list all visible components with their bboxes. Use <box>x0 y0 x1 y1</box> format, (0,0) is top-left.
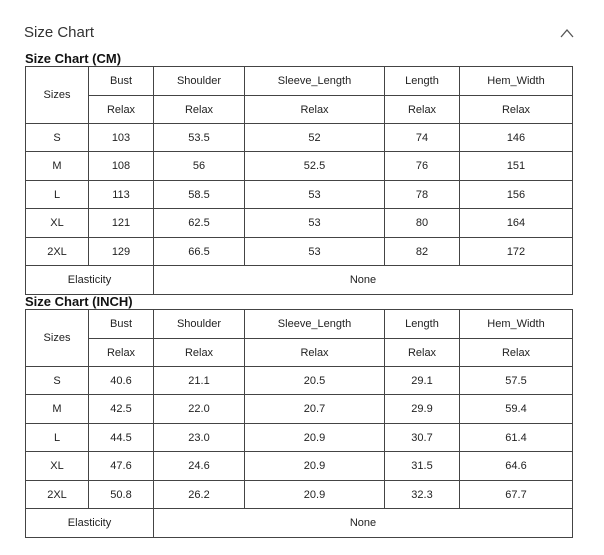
size-cell: S <box>26 124 89 152</box>
column-header: Sleeve_Length <box>245 310 385 339</box>
size-cell: M <box>26 152 89 181</box>
value-cell: 30.7 <box>385 424 460 452</box>
column-header: Shoulder <box>154 67 245 96</box>
fit-cell: Relax <box>385 339 460 367</box>
size-cell: 2XL <box>26 238 89 266</box>
value-cell: 53 <box>245 209 385 238</box>
value-cell: 129 <box>89 238 154 266</box>
value-cell: 66.5 <box>154 238 245 266</box>
value-cell: 151 <box>460 152 573 181</box>
value-cell: 59.4 <box>460 395 573 424</box>
value-cell: 21.1 <box>154 367 245 395</box>
fit-cell: Relax <box>460 96 573 124</box>
sizes-header: Sizes <box>26 310 89 367</box>
size-cell: L <box>26 181 89 209</box>
value-cell: 50.8 <box>89 481 154 509</box>
fit-cell: Relax <box>154 96 245 124</box>
value-cell: 24.6 <box>154 452 245 481</box>
fit-cell: Relax <box>89 96 154 124</box>
table-row <box>26 181 573 209</box>
fit-cell: Relax <box>245 339 385 367</box>
value-cell: 164 <box>460 209 573 238</box>
column-header: Shoulder <box>154 310 245 339</box>
value-cell: 29.1 <box>385 367 460 395</box>
table-row <box>26 124 573 152</box>
value-cell: 47.6 <box>89 452 154 481</box>
table-row <box>26 452 573 481</box>
size-cell: XL <box>26 209 89 238</box>
size-cell: 2XL <box>26 481 89 509</box>
value-cell: 32.3 <box>385 481 460 509</box>
value-cell: 20.9 <box>245 452 385 481</box>
table-row <box>26 152 573 181</box>
chevron-up-icon[interactable] <box>560 28 574 38</box>
table-row <box>26 209 573 238</box>
value-cell: 64.6 <box>460 452 573 481</box>
size-cell: XL <box>26 452 89 481</box>
elasticity-value: None <box>154 266 573 295</box>
inch-table-title: Size Chart (INCH) <box>25 294 133 309</box>
value-cell: 20.9 <box>245 424 385 452</box>
value-cell: 172 <box>460 238 573 266</box>
size-table-cm <box>25 66 573 295</box>
size-chart-header[interactable] <box>24 22 576 46</box>
size-table-inch <box>25 309 573 538</box>
value-cell: 80 <box>385 209 460 238</box>
size-cell: M <box>26 395 89 424</box>
value-cell: 26.2 <box>154 481 245 509</box>
column-header: Hem_Width <box>460 67 573 96</box>
value-cell: 156 <box>460 181 573 209</box>
elasticity-label: Elasticity <box>26 266 154 295</box>
value-cell: 52 <box>245 124 385 152</box>
value-cell: 31.5 <box>385 452 460 481</box>
value-cell: 23.0 <box>154 424 245 452</box>
column-header: Length <box>385 67 460 96</box>
sizes-header: Sizes <box>26 67 89 124</box>
column-header: Bust <box>89 310 154 339</box>
value-cell: 108 <box>89 152 154 181</box>
value-cell: 42.5 <box>89 395 154 424</box>
value-cell: 76 <box>385 152 460 181</box>
value-cell: 20.9 <box>245 481 385 509</box>
fit-cell: Relax <box>154 339 245 367</box>
elasticity-label: Elasticity <box>26 509 154 538</box>
value-cell: 61.4 <box>460 424 573 452</box>
cm-table-title: Size Chart (CM) <box>25 51 122 66</box>
table-row <box>26 367 573 395</box>
fit-cell: Relax <box>460 339 573 367</box>
value-cell: 22.0 <box>154 395 245 424</box>
value-cell: 20.7 <box>245 395 385 424</box>
table-row <box>26 395 573 424</box>
value-cell: 29.9 <box>385 395 460 424</box>
column-header: Sleeve_Length <box>245 67 385 96</box>
value-cell: 53 <box>245 181 385 209</box>
table-row <box>26 238 573 266</box>
size-cell: L <box>26 424 89 452</box>
value-cell: 20.5 <box>245 367 385 395</box>
value-cell: 56 <box>154 152 245 181</box>
size-chart-heading: Size Chart <box>24 24 95 41</box>
value-cell: 78 <box>385 181 460 209</box>
elasticity-value: None <box>154 509 573 538</box>
value-cell: 82 <box>385 238 460 266</box>
value-cell: 146 <box>460 124 573 152</box>
fit-cell: Relax <box>89 339 154 367</box>
column-header: Bust <box>89 67 154 96</box>
value-cell: 40.6 <box>89 367 154 395</box>
column-header: Hem_Width <box>460 310 573 339</box>
value-cell: 74 <box>385 124 460 152</box>
value-cell: 62.5 <box>154 209 245 238</box>
value-cell: 53.5 <box>154 124 245 152</box>
table-row <box>26 481 573 509</box>
column-header: Length <box>385 310 460 339</box>
table-row <box>26 424 573 452</box>
value-cell: 53 <box>245 238 385 266</box>
value-cell: 113 <box>89 181 154 209</box>
fit-cell: Relax <box>245 96 385 124</box>
value-cell: 121 <box>89 209 154 238</box>
size-cell: S <box>26 367 89 395</box>
value-cell: 52.5 <box>245 152 385 181</box>
value-cell: 58.5 <box>154 181 245 209</box>
value-cell: 44.5 <box>89 424 154 452</box>
fit-cell: Relax <box>385 96 460 124</box>
value-cell: 57.5 <box>460 367 573 395</box>
value-cell: 103 <box>89 124 154 152</box>
value-cell: 67.7 <box>460 481 573 509</box>
